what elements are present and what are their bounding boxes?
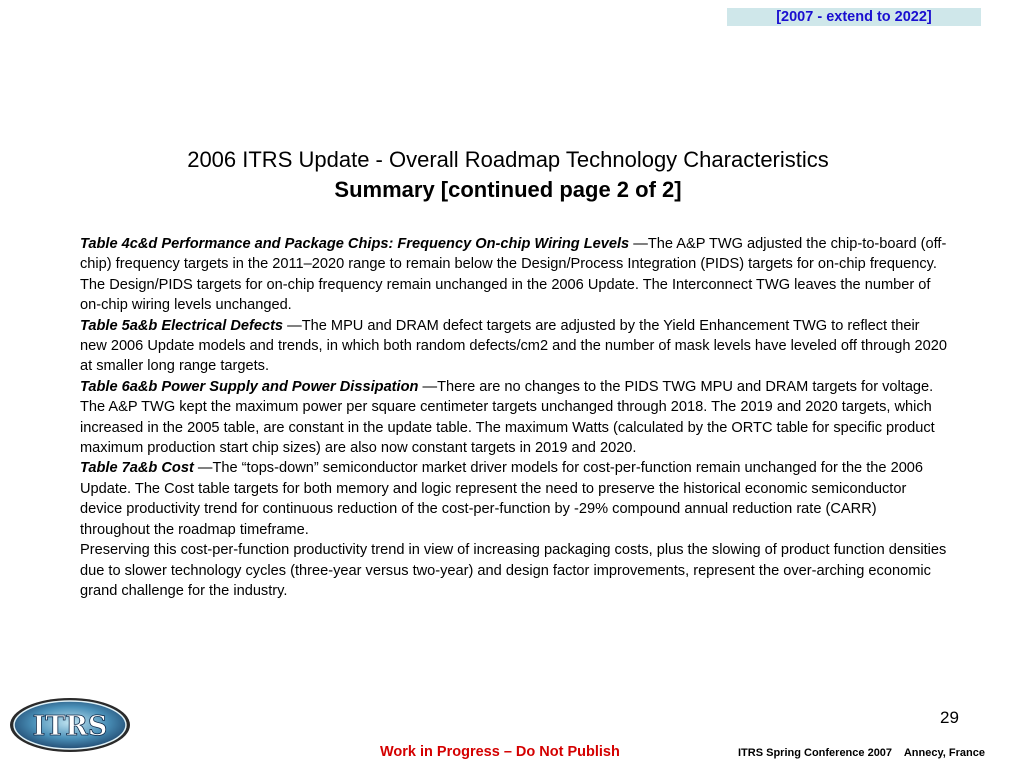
paragraph-text: —The A&P TWG adjusted the chip-to-board (off-chip) frequency targets in the 2011–2020 range to remain below the Design/Process Integration (PIDS) targets for on-chip frequency. The Design/PIDS targets for on-chip frequency remain unchanged in the 2006 Update. The Interconnect TWG leaves the number of on-chip wiring levels unchanged. — [80, 236, 947, 314]
paragraph — [80, 377, 950, 459]
paragraph — [80, 540, 950, 601]
version-tag: [2007 - extend to 2022] — [727, 8, 981, 26]
work-in-progress-notice: Work in Progress – Do Not Publish — [380, 744, 620, 760]
paragraph — [80, 316, 950, 377]
paragraph-text: —The “tops-down” semiconductor market driver models for cost-per-function remain unchanged for the the 2006 Update. The Cost table targets for both memory and logic represent the need to preserve the historical economic semiconductor device productivity trend for continuous reduction of the cost-per-function by -29% compound annual reduction rate (CARR) throughout the roadmap timeframe. — [80, 460, 924, 538]
page-number: 29 — [940, 708, 959, 727]
paragraph-heading: Table 4c&d Performance and Package Chips: Frequency On-chip Wiring Levels — [80, 236, 630, 252]
paragraph — [80, 458, 950, 540]
svg-text:ITRS: ITRS — [32, 711, 108, 742]
conference-footer: ITRS Spring Conference 2007 Annecy, France — [738, 747, 985, 759]
itrs-logo — [8, 696, 132, 754]
paragraph — [80, 234, 950, 316]
title-line-2: Summary [continued page 2 of 2] — [334, 177, 682, 202]
slide-title — [0, 145, 1016, 205]
paragraph-heading: Table 7a&b Cost — [80, 460, 194, 477]
paragraph-text: Preserving this cost-per-function productivity trend in view of increasing packaging costs, plus the slowing of product function densities due to slower technology cycles (three-year versus two-year) and design factor improvements, represent the over-arching economic grand challenge for the industry. — [80, 542, 947, 599]
paragraph-text: —There are no changes to the PIDS TWG MPU and DRAM targets for voltage. The A&P TWG kept the maximum power per square centimeter targets unchanged through 2018. The 2019 and 2020 targets, which increased in the 2005 table, are constant in the update table. The maximum Watts (calculated by the ORTC table for specific product maximum production start chip sizes) are also now constant targets in 2019 and 2020. — [80, 378, 935, 457]
title-line-1: 2006 ITRS Update - Overall Roadmap Technology Characteristics — [187, 147, 829, 172]
slide-body — [80, 234, 950, 601]
paragraph-heading: Table 6a&b Power Supply and Power Dissipation — [80, 378, 419, 395]
paragraph-heading: Table 5a&b Electrical Defects — [80, 317, 284, 334]
paragraph-text: —The MPU and DRAM defect targets are adjusted by the Yield Enhancement TWG to reflect their new 2006 Update models and trends, in which both random defects/cm2 and the number of mask levels have leveled off through 2020 at smaller long range targets. — [80, 317, 947, 375]
